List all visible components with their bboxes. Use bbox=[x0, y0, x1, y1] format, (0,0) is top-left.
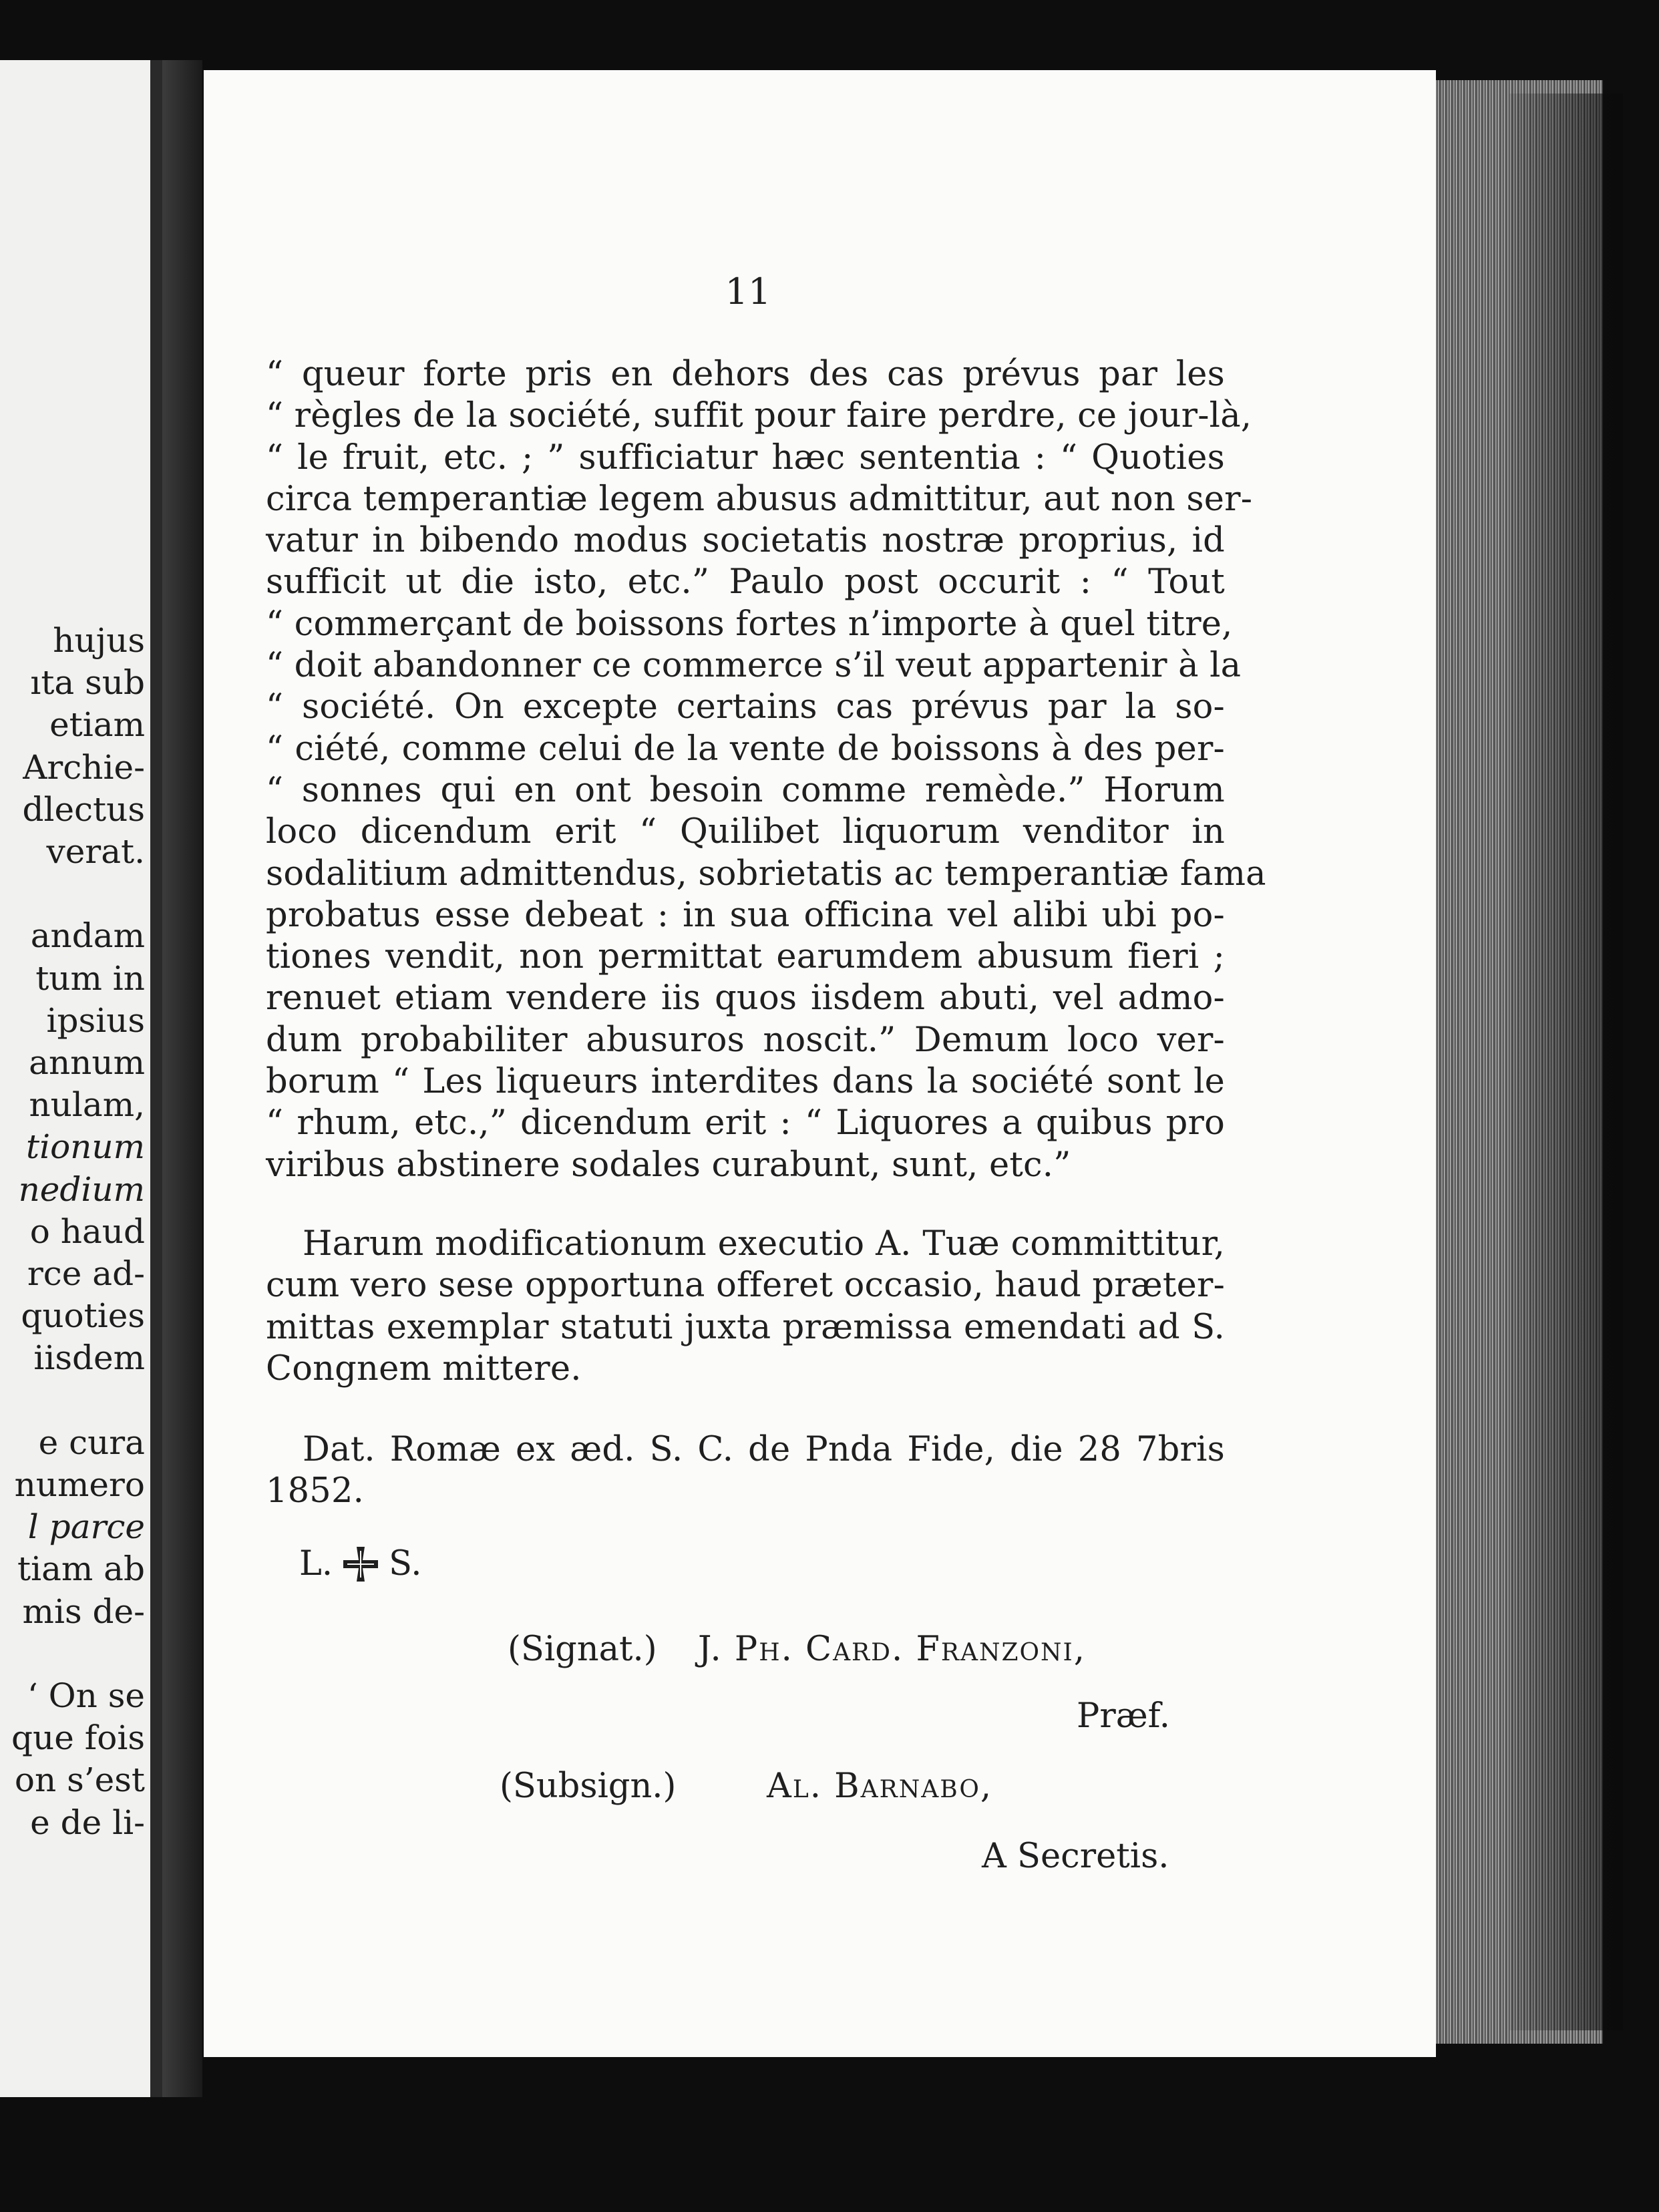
left-page-line: Archie- bbox=[23, 747, 145, 787]
text-line: sodalitium admittendus, sobrietatis ac temperantiæ fama bbox=[266, 854, 1266, 894]
left-page-line: nulam, bbox=[29, 1085, 145, 1125]
left-page-line: andam bbox=[30, 916, 145, 956]
signat-name: J. Ph. Card. Franzoni, bbox=[698, 1630, 1086, 1669]
text-line: “ société. On excepte certains cas prévus par la so- bbox=[266, 687, 1225, 727]
left-page-line: numero bbox=[14, 1465, 145, 1504]
left-page-line: ‘ On se bbox=[27, 1676, 145, 1715]
text-line: vatur in bibendo modus societatis nostræ proprius, id bbox=[266, 521, 1225, 561]
text-line: dum probabiliter abusuros noscit.” Demum loco ver- bbox=[266, 1020, 1225, 1060]
left-page-line: mis de- bbox=[22, 1592, 145, 1631]
text-line: Congnem mittere. bbox=[266, 1348, 582, 1389]
text-line: renuet etiam vendere iis quos iisdem abuti, vel admo- bbox=[266, 978, 1225, 1019]
subsign-label: (Subsign.) bbox=[500, 1767, 677, 1806]
text-line: “ règles de la société, suffit pour faire perdre, ce jour-là, bbox=[266, 396, 1252, 436]
seal-left-letter: L. bbox=[299, 1544, 333, 1584]
subsign-name: Al. Barnabo, bbox=[767, 1767, 993, 1806]
subsign-title: A Secretis. bbox=[982, 1837, 1169, 1876]
seal-mark bbox=[299, 1544, 421, 1584]
text-line: probatus esse debeat : in sua officina vel alibi ubi po- bbox=[266, 895, 1225, 935]
left-page-line: on s’est bbox=[14, 1761, 145, 1800]
page-edge-shadow bbox=[1509, 94, 1623, 2030]
left-page-line: tum in bbox=[35, 958, 145, 998]
left-page-line: hujus bbox=[53, 621, 145, 660]
left-page-line: annum bbox=[29, 1043, 145, 1082]
paragraph-2 bbox=[266, 1224, 1225, 1390]
text-line: mittas exemplar statuti juxta præmissa emendati ad S. bbox=[266, 1307, 1225, 1347]
text-line: tiones vendit, non permittat earumdem abusum fieri ; bbox=[266, 937, 1225, 977]
text-line: “ rhum, etc.,” dicendum erit : “ Liquores a quibus pro bbox=[266, 1103, 1225, 1143]
left-page-line: que fois bbox=[11, 1718, 145, 1758]
text-line: “ doit abandonner ce commerce s’il veut appartenir à la bbox=[266, 646, 1242, 686]
text-line: “ queur forte pris en dehors des cas prévus par les bbox=[266, 355, 1225, 394]
left-page-line: tiam ab bbox=[17, 1549, 145, 1589]
left-page-line: e de li- bbox=[30, 1803, 145, 1842]
text-line: cum vero sese opportuna offeret occasio, haud præter- bbox=[266, 1266, 1225, 1306]
cross-pattee-icon bbox=[342, 1545, 379, 1583]
text-line: “ sonnes qui en ont besoin comme remède.” Horum bbox=[266, 770, 1225, 810]
text-line: “ ciété, comme celui de la vente de boissons à des per- bbox=[266, 729, 1225, 769]
left-page-line: nedium bbox=[18, 1169, 145, 1209]
text-line: Dat. Romæ ex æd. S. C. de Pnda Fide, die 28 7bris bbox=[303, 1430, 1225, 1469]
text-line: “ commerçant de boissons fortes n’importe à quel titre, bbox=[266, 604, 1233, 644]
left-page-line: dlectus bbox=[22, 789, 145, 829]
left-page-line: etiam bbox=[49, 705, 145, 745]
date-line bbox=[266, 1429, 1225, 1513]
text-line: 1852. bbox=[266, 1471, 365, 1511]
left-page bbox=[0, 60, 162, 2097]
paragraph-1 bbox=[266, 354, 1266, 1186]
left-page-line: ipsius bbox=[46, 1000, 145, 1040]
page-number: 11 bbox=[725, 270, 771, 313]
left-page-line: rce ad- bbox=[27, 1254, 145, 1293]
left-page-line: tionum bbox=[25, 1127, 145, 1167]
seal-right-letter: S. bbox=[389, 1544, 422, 1584]
left-page-line: o haud bbox=[29, 1212, 145, 1251]
signat-title: Præf. bbox=[1077, 1696, 1170, 1736]
left-page-line: ıta sub bbox=[30, 663, 145, 703]
text-line: borum “ Les liqueurs interdites dans la société sont le bbox=[266, 1062, 1225, 1102]
left-page-line: iisdem bbox=[33, 1338, 145, 1378]
text-line: “ le fruit, etc. ; ” sufficiatur hæc sententia : “ Quoties bbox=[266, 437, 1225, 478]
text-line: viribus abstinere sodales curabunt, sunt, etc.” bbox=[266, 1145, 1071, 1185]
text-line: loco dicendum erit “ Quilibet liquorum venditor in bbox=[266, 812, 1225, 852]
left-page-line: l parce bbox=[27, 1507, 145, 1547]
text-line: sufficit ut die isto, etc.” Paulo post occurit : “ Tout bbox=[266, 562, 1225, 602]
text-line: circa temperantiæ legem abusus admittitur, aut non ser- bbox=[266, 479, 1253, 519]
signat-label: (Signat.) bbox=[508, 1630, 657, 1669]
left-page-line: e cura bbox=[38, 1423, 145, 1462]
left-page-line: quoties bbox=[21, 1296, 145, 1336]
left-page-line: verat. bbox=[46, 832, 145, 871]
text-line: Harum modificationum executio A. Tuæ committitur, bbox=[303, 1224, 1225, 1264]
gutter-shadow bbox=[162, 60, 202, 2097]
